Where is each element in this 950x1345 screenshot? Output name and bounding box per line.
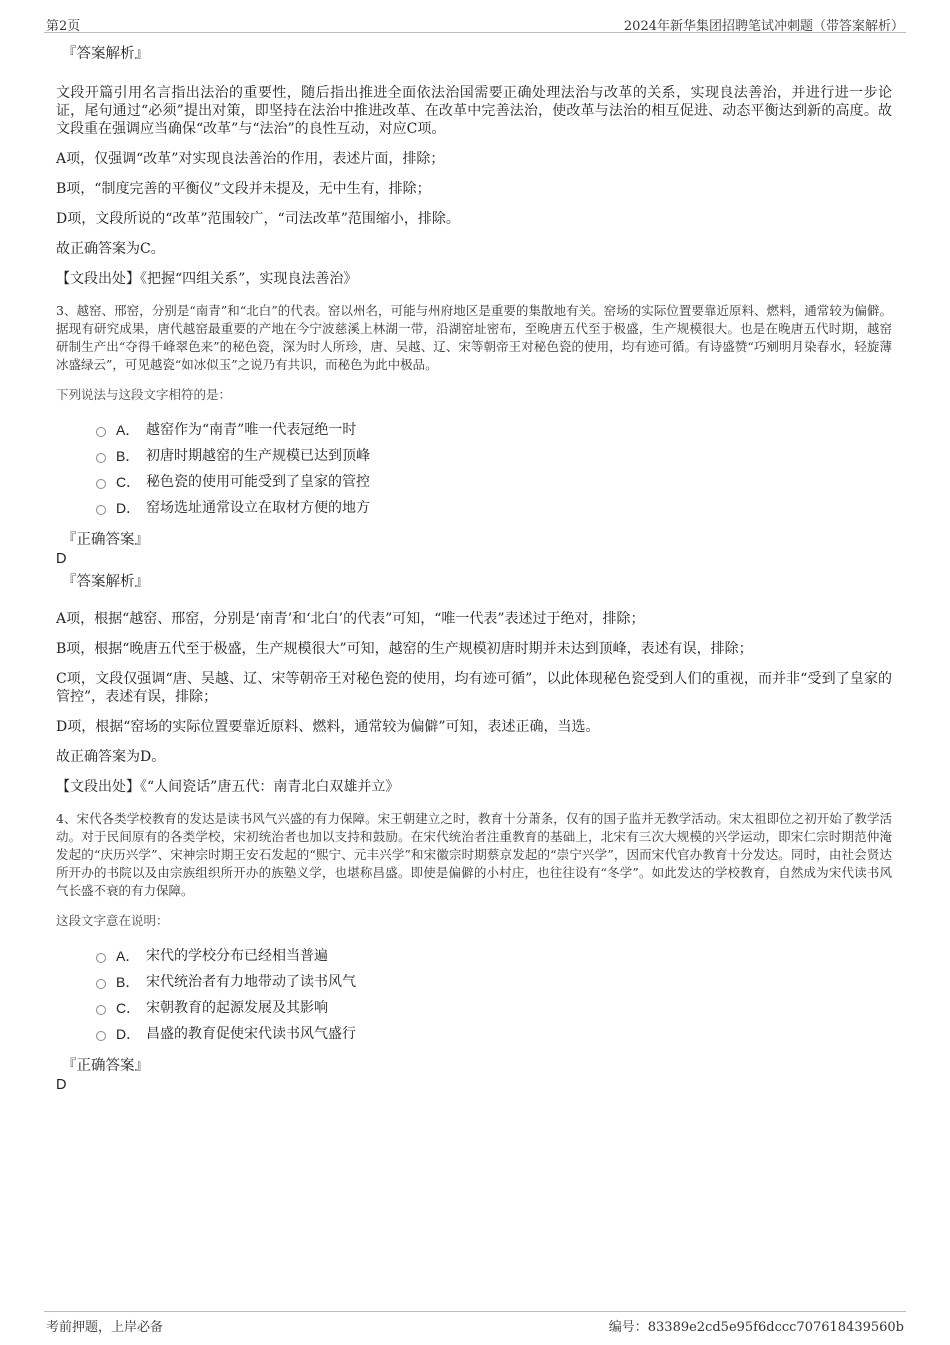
q4-option-b[interactable]: B． 宋代统治者有力地带动了读书风气	[96, 972, 892, 998]
q3-option-a[interactable]: A． 越窑作为“南青”唯一代表冠绝一时	[96, 420, 892, 446]
q2-analysis-paragraph: 文段开篇引用名言指出法治的重要性，随后指出推进全面依法治国需要正确处理法治与改革的关系，实现良法善治，并进行进一步论证，尾句通过“必须”提出对策，即坚持在法治中推进改革、在改革中完善法治，使改革与法治的相互促进、动态平衡达到新的高度。故文段重在强调应当确保“改革”与“法治”的良性互动，对应C项。	[56, 85, 892, 137]
q3-option-c[interactable]: C． 秘色瓷的使用可能受到了皇家的管控	[96, 472, 892, 498]
q3-source: 【文段出处】《“人间瓷话”唐五代：南青北白双雄并立》	[56, 779, 400, 795]
q4-option-c[interactable]: C． 宋朝教育的起源发展及其影响	[96, 998, 892, 1024]
page-footer	[44, 1311, 906, 1336]
page-number: 第2页	[46, 19, 81, 34]
radio-icon[interactable]	[96, 479, 106, 489]
q3-answer-mark: 『正确答案』	[62, 532, 149, 548]
radio-icon[interactable]	[96, 1005, 106, 1015]
q3-option-d[interactable]: D． 窑场选址通常设立在取材方便的地方	[96, 498, 892, 524]
q3-analysis-paragraph: C项，文段仅强调“唐、吴越、辽、宋等朝帝王对秘色瓷的使用，均有迹可循”，以此体现秘色瓷受到人们的重视，而并非“受到了皇家的管控”，表述有误，排除；	[56, 671, 892, 705]
page-header	[44, 12, 906, 33]
q4-option-a[interactable]: A． 宋代的学校分布已经相当普遍	[96, 946, 892, 972]
q4-options	[96, 946, 892, 1050]
q2-analysis-mark: 『答案解析』	[62, 46, 149, 62]
q3-analysis-paragraph: B项，根据“晚唐五代至于极盛，生产规模很大”可知，越窑的生产规模初唐时期并未达到顶峰，表述有误，排除；	[56, 641, 753, 657]
q3-prompt: 下列说法与这段文字相符的是：	[56, 387, 232, 402]
document-code: 编号：83389e2cd5e95f6dccc707618439560b	[608, 1320, 904, 1335]
q4-prompt: 这段文字意在说明：	[56, 913, 169, 928]
q3-question-text: 3、越窑、邢窑，分别是“南青”和“北白”的代表。窑以州名，可能与州府地区是重要的集散地有关。窑场的实际位置要靠近原料、燃料，通常较为偏僻。据现有研究成果，唐代越窑最重要的产地在今宁波慈溪上林湖一带，沿湖窑址密布，至晚唐五代至于极盛，生产规模很大。也是在晚唐五代时期，越窑研制生产出“夺得千峰翠色来”的秘色瓷，深为时人所珍，唐、吴越、辽、宋等朝帝王对秘色瓷的使用，均有迹可循。有诗盛赞“巧剜明月染春水，轻旋薄冰盛绿云”，可见越瓷“如冰似玉”之说乃有共识，而秘色为此中极品。	[56, 303, 892, 372]
radio-icon[interactable]	[96, 453, 106, 463]
q4-answer: D	[56, 1077, 67, 1093]
q4-option-d[interactable]: D． 昌盛的教育促使宋代读书风气盛行	[96, 1024, 892, 1050]
q3-option-b[interactable]: B． 初唐时期越窑的生产规模已达到顶峰	[96, 446, 892, 472]
radio-icon[interactable]	[96, 979, 106, 989]
q3-analysis-mark: 『答案解析』	[62, 574, 149, 590]
document-title: 2024年新华集团招聘笔试冲刺题（带答案解析）	[623, 19, 904, 34]
q2-analysis-paragraph: D项，文段所说的“改革”范围较广，“司法改革”范围缩小，排除。	[56, 211, 460, 227]
radio-icon[interactable]	[96, 953, 106, 963]
q2-conclusion: 故正确答案为C。	[56, 241, 165, 257]
q3-analysis-paragraph: A项，根据“越窑、邢窑，分别是‘南青’和‘北白’的代表”可知，“唯一代表”表述过于绝对，排除；	[56, 611, 645, 627]
q2-analysis-paragraph: A项，仅强调“改革”对实现良法善治的作用，表述片面，排除；	[56, 151, 445, 167]
document-body	[56, 44, 892, 1098]
q2-source: 【文段出处】《把握“四组关系”，实现良法善治》	[56, 271, 358, 287]
radio-icon[interactable]	[96, 427, 106, 437]
footer-slogan: 考前押题，上岸必备	[46, 1320, 164, 1335]
radio-icon[interactable]	[96, 1031, 106, 1041]
q4-answer-mark: 『正确答案』	[62, 1058, 149, 1074]
radio-icon[interactable]	[96, 505, 106, 515]
q3-options	[96, 420, 892, 524]
q3-answer: D	[56, 551, 67, 567]
q4-question-text: 4、宋代各类学校教育的发达是读书风气兴盛的有力保障。宋王朝建立之时，教育十分萧条，仅有的国子监并无教学活动。宋太祖即位之初开始了教学活动。对于民间原有的各类学校，宋初统治者也加以支持和鼓励。在宋代统治者注重教育的基础上，北宋有三次大规模的兴学运动，即宋仁宗时期范仲淹发起的“庆历兴学”、宋神宗时期王安石发起的“熙宁、元丰兴学”和宋徽宗时期蔡京发起的“崇宁兴学”，因而宋代官办教育十分发达。同时，由社会贤达所开办的书院以及由宗族组织所开办的族塾义学，也堪称昌盛。即使是偏僻的小村庄，也往往设有“冬学”。如此发达的学校教育，自然成为宋代读书风气长盛不衰的有力保障。	[56, 811, 892, 898]
q2-analysis-paragraph: B项，“制度完善的平衡仪”文段并未提及，无中生有，排除；	[56, 181, 431, 197]
q3-analysis-paragraph: D项，根据“窑场的实际位置要靠近原料、燃料，通常较为偏僻”可知，表述正确，当选。	[56, 719, 600, 735]
q3-conclusion: 故正确答案为D。	[56, 749, 166, 765]
